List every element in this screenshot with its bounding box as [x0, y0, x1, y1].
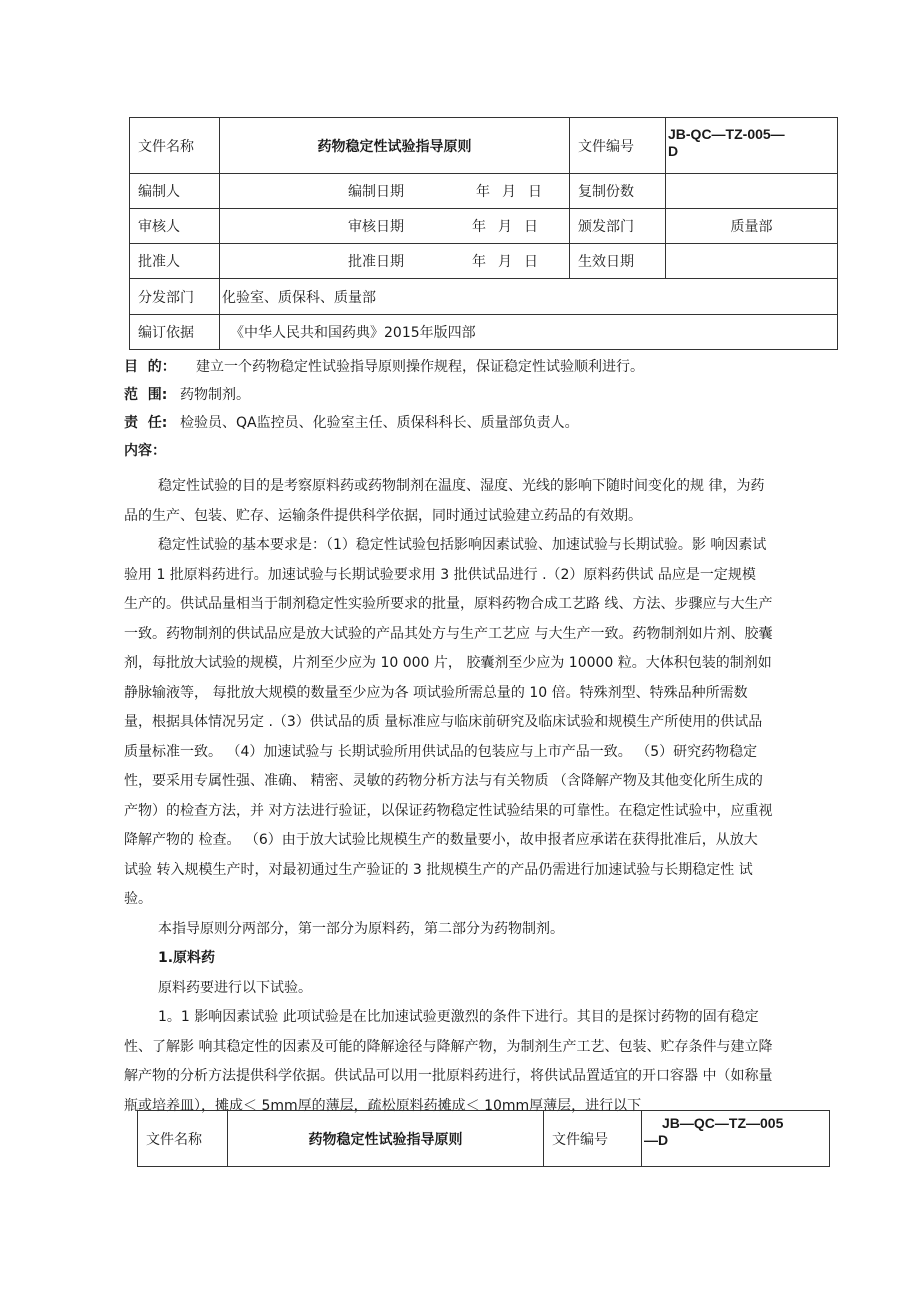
- body-line: 静脉输液等， 每批放大规模的数量至少应为各 项试验所需总量的 10 倍。特殊剂型、特殊品种所需数: [124, 684, 748, 701]
- footer-file-no-label: 文件编号: [544, 1111, 642, 1167]
- reviewer-label: 审核人: [130, 209, 220, 244]
- footer-document-title: 药物稳定性试验指导原则: [228, 1111, 544, 1167]
- effective-date-label: 生效日期: [570, 244, 666, 279]
- body-line: 生产的。供试品量相当于制剂稳定性实验所要求的批量，原料药物合成工艺路 线、方法、步骤应与大生产: [124, 596, 773, 612]
- body-line: 质量标准一致。 （4）加速试验与 长期试验所用供试品的包装应与上市产品一致。 （5）研究药物稳定: [124, 743, 758, 760]
- effective-date-value: [666, 244, 838, 279]
- resp-label: 责 任:: [124, 415, 168, 431]
- body-line: 1。1 影响因素试验 此项试验是在比加速试验更激烈的条件下进行。其目的是探讨药物的固有稳定: [158, 1009, 759, 1025]
- review-date-label: 审核日期: [348, 219, 404, 235]
- review-date-value: 年 月 日: [472, 219, 538, 235]
- resp-text: 检验员、QA监控员、化验室主任、质保科科长、质量部负责人。: [180, 415, 579, 431]
- footer-file-no-value: JB—QC—TZ—005 —D: [642, 1111, 830, 1167]
- section-heading: 1.原料药: [158, 950, 216, 966]
- compile-date-label: 编制日期: [348, 184, 404, 200]
- approver-label: 批准人: [130, 244, 220, 279]
- body-line: 解产物的分析方法提供科学依据。供试品可以用一批原料药进行，将供试品置适宜的开口容器 中（如称量: [124, 1068, 773, 1084]
- sections: [124, 353, 842, 465]
- document-title: 药物稳定性试验指导原则: [220, 118, 570, 174]
- header-table: [129, 117, 838, 350]
- body-line: 降解产物的 检查。 （6）由于放大试验比规模生产的数量要小，故申报者应承诺在获得批准后，从放大: [124, 832, 758, 848]
- issue-dept-value: 质量部: [666, 209, 838, 244]
- file-no-label: 文件编号: [570, 118, 666, 174]
- purpose-label: 目 的：: [124, 359, 176, 375]
- body-line: 产物）的检查方法，并 对方法进行验证，以保证药物稳定性试验结果的可靠性。在稳定性试验中，应重视: [124, 802, 773, 819]
- footer-file-name-label: 文件名称: [138, 1111, 228, 1167]
- footer-header-table: [137, 1110, 830, 1167]
- body-line: 性，要采用专属性强、准确、 精密、灵敏的药物分析方法与有关物质 （含降解产物及其他变化所生成的: [124, 773, 763, 789]
- content-label: 内容：: [124, 443, 166, 459]
- copies-label: 复制份数: [570, 174, 666, 209]
- scope-line: [124, 381, 842, 409]
- body-line: 性、了解影 响其稳定性的因素及可能的降解途径与降解产物，为制剂生产工艺、包装、贮存条件与建立降: [124, 1038, 773, 1055]
- compile-date-value: 年 月 日: [476, 184, 542, 200]
- approve-date-cell: [220, 244, 570, 279]
- body-line: 原料药要进行以下试验。: [158, 979, 312, 996]
- basis-label: 编订依据: [130, 315, 220, 350]
- purpose-line: [124, 353, 842, 381]
- dist-value: 化验室、质保科、质量部: [220, 279, 838, 315]
- body-line: 验用 1 批原料药进行。加速试验与长期试验要求用 3 批供试品进行 .（2）原料药供试 品应是一定规模: [124, 566, 756, 583]
- body-line: 试验 转入规模生产时，对最初通过生产验证的 3 批规模生产的产品仍需进行加速试验与长期稳定性 试: [124, 861, 753, 878]
- body-line: 品的生产、包装、贮存、运输条件提供科学依据，同时通过试验建立药品的有效期。: [124, 507, 642, 524]
- review-date-cell: [220, 209, 570, 244]
- file-name-label: 文件名称: [130, 118, 220, 174]
- resp-line: [124, 409, 842, 437]
- scope-label: 范 围:: [124, 387, 168, 403]
- approve-date-value: 年 月 日: [472, 254, 538, 270]
- body-line: 稳定性试验的基本要求是：（1）稳定性试验包括影响因素试验、加速试验与长期试验。影 响因素试: [158, 537, 767, 553]
- compile-date-cell: [220, 174, 570, 209]
- body: [124, 472, 842, 1121]
- body-line: 一致。药物制剂的供试品应是放大试验的产品其处方与生产工艺应 与大生产一致。药物制剂如片剂、胶囊: [124, 625, 773, 642]
- scope-text: 药物制剂。: [180, 387, 250, 403]
- basis-value: 《中华人民共和国药典》2015年版四部: [220, 315, 838, 350]
- body-line: 瓶或培养皿），摊成＜ 5mm厚的薄层，疏松原料药摊成＜ 10mm厚薄层，进行以下: [124, 1097, 642, 1114]
- purpose-text: 建立一个药物稳定性试验指导原则操作规程，保证稳定性试验顺利进行。: [196, 359, 644, 375]
- body-line: 剂，每批放大试验的规模，片剂至少应为 10 000 片， 胶囊剂至少应为 10000 粒。大体积包装的制剂如: [124, 655, 772, 671]
- copies-value: [666, 174, 838, 209]
- dist-label: 分发部门: [130, 279, 220, 315]
- approve-date-label: 批准日期: [348, 254, 404, 270]
- file-no-value: JB-QC—TZ-005— D: [666, 118, 838, 174]
- compiler-label: 编制人: [130, 174, 220, 209]
- body-line: 量，根据具体情况另定 .（3）供试品的质 量标准应与临床前研究及临床试验和规模生产所使用的供试品: [124, 714, 763, 730]
- body-line: 验。: [124, 891, 152, 907]
- issue-dept-label: 颁发部门: [570, 209, 666, 244]
- body-line: 稳定性试验的目的是考察原料药或药物制剂在温度、湿度、光线的影响下随时间变化的规 律，为药: [158, 478, 765, 494]
- body-line: 本指导原则分两部分，第一部分为原料药，第二部分为药物制剂。: [158, 920, 564, 937]
